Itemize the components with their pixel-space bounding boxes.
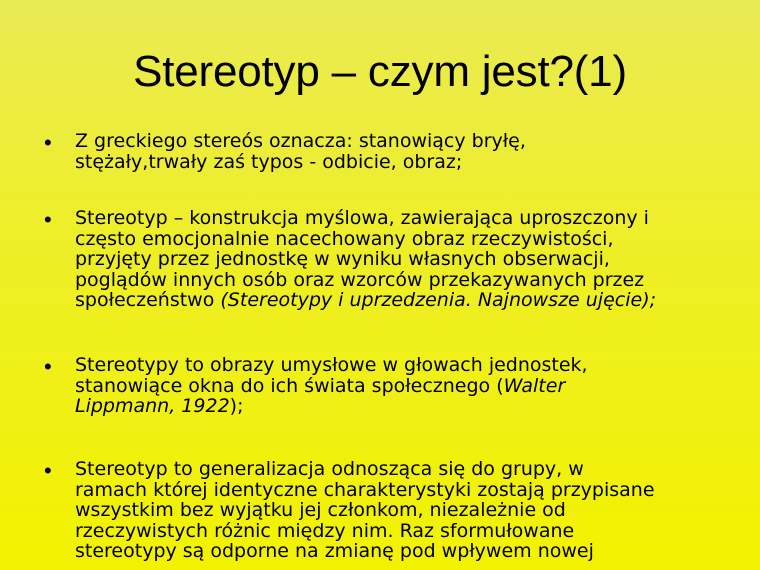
bullet-line: Z greckiego stereós oznacza: stanowiący bryłę, <box>75 130 526 152</box>
bullet-line: przyjęty przez jednostkę w wyniku własnych obserwacji, <box>75 248 610 270</box>
bullet-icon: • <box>44 130 52 155</box>
bullet-text <box>75 355 745 417</box>
bullet-line-text: społeczeństwo <box>75 289 221 311</box>
citation: Walter <box>503 374 566 397</box>
bullet-line: Stereotyp to generalizacja odnosząca się do grupy, w <box>75 458 584 480</box>
bullet-icon: • <box>44 458 52 483</box>
bullet-line-text: ); <box>229 395 244 417</box>
bullet-line: poglądów innych osób oraz wzorców przekazywanych przez <box>75 268 645 291</box>
citation: (Stereotypy i uprzedzenia. Najnowsze ujęcie); <box>220 289 657 311</box>
bullet-line <box>75 396 745 417</box>
citation: Lippmann, 1922 <box>75 395 230 417</box>
bullet-line: stężały,trwały zaś typos - odbicie, obraz; <box>75 150 463 173</box>
bullet-line: stereotypy są odporne na zmianę pod wpływem nowej <box>75 540 594 562</box>
bullet-line: często emocjonalnie nacechowany obraz rzeczywistości, <box>75 227 614 250</box>
slide-title: Stereotyp – czym jest?(1) <box>133 47 627 96</box>
bullet-line <box>75 290 745 311</box>
bullet-line: Stereotypy to obrazy umysłowe w głowach jednostek, <box>75 354 588 376</box>
bullet-line: wszystkim bez wyjątku jej członkom, niezależnie od <box>75 499 566 521</box>
bullet-line: rzeczywistych różnic między nim. Raz sformułowane <box>75 519 575 542</box>
bullet-icon: • <box>44 207 52 232</box>
bullet-line: Stereotyp – konstrukcja myślowa, zawierająca uproszczony i <box>75 207 649 229</box>
bullet-line-text: stanowiące okna do ich świata społecznego ( <box>75 374 504 397</box>
bullet-line: ramach której identyczne charakterystyki zostają przypisane <box>75 478 655 501</box>
bullet-text <box>75 131 745 172</box>
bullet-icon: • <box>44 354 52 379</box>
bullet-text <box>75 208 745 311</box>
bullet-text <box>75 459 745 562</box>
bullet-line <box>75 376 745 397</box>
